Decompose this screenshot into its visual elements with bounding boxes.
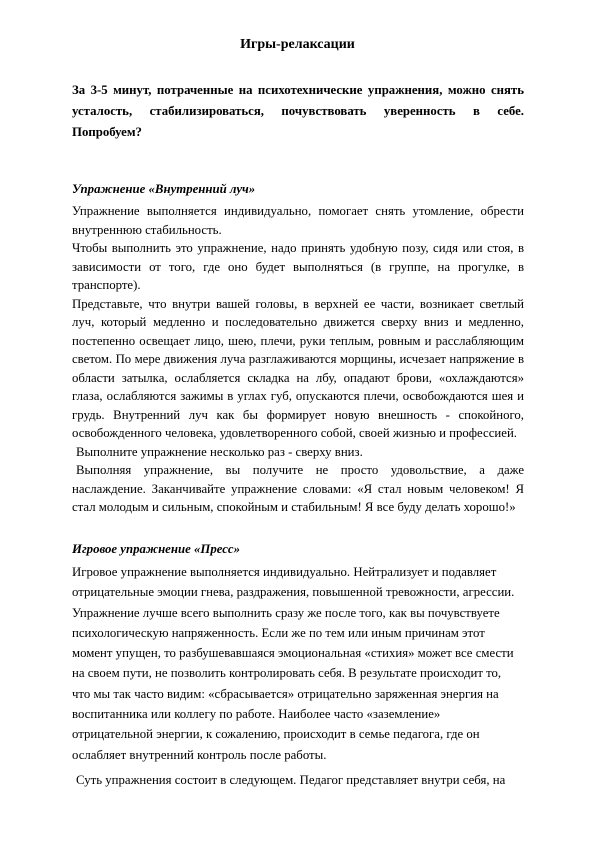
paragraph: Чтобы выполнить это упражнение, надо принять удобную позу, сидя или стоя, в зависимости от того, где оно будет выполняться (в группе, на прогулке, в транспорте). — [72, 241, 524, 292]
document-title: Игры-релаксации — [240, 37, 355, 52]
exercise-inner-ray-text — [72, 202, 524, 517]
continuation-paragraph: Суть упражнения состоит в следующем. Педагог представляет внутри себя, на — [76, 773, 506, 787]
text-line: отрицательной энергии, к сожалению, происходит в семье педагога, где он — [72, 727, 480, 742]
intro-paragraph: За 3-5 минут, потраченные на психотехнические упражнения, можно снять усталость, стабилизироваться, почувствовать уверенность в себе. Попробуем? — [72, 83, 524, 139]
paragraph: Упражнение выполняется индивидуально, помогает снять утомление, обрести внутреннюю стабильность. — [72, 204, 524, 237]
exercise-press-text — [72, 562, 542, 765]
text-line: психологическую напряженность. Если же по тем или иным причинам этот — [72, 625, 485, 640]
text-line: ослабляет внутренний контроль после работы. — [72, 747, 327, 762]
text-line: на своем пути, не позволить контролировать себя. В результате происходит то, — [72, 666, 502, 681]
paragraph: Выполняя упражнение, вы получите не просто удовольствие, а даже наслаждение. Заканчивайте упражнение словами: «Я стал новым человеком! Я стал молодым и сильным, спокойным и стабильным! Я все буду делать хорошо!» — [72, 463, 524, 514]
paragraph: Выполните упражнение несколько раз - сверху вниз. — [76, 444, 363, 459]
exercise-heading-press: Игровое упражнение «Пресс» — [72, 542, 240, 556]
paragraph: Представьте, что внутри вашей головы, в верхней ее части, возникает светлый луч, который медленно и последовательно движется сверху вниз и медленно, постепенно освещает лицо, шею, плечи, руки теплым, ровным и расслабляющим светом. По мере движения луча разглаживаются морщины, исчезает напряжение в области затылка, ослабляется складка на лбу, опадают брови, «охлаждаются» глаза, ослабляются зажимы в углах губ, опускаются плечи, освобождаются шея и грудь. Внутренний луч как бы формирует новую внешность - спокойного, освобожденного человека, удовлетворенного собой, своей жизнью и профессией. — [72, 296, 524, 440]
text-line: отрицательные эмоции гнева, раздражения, повышенной тревожности, агрессии. — [72, 585, 515, 600]
text-line: момент упущен, то разбушевавшаяся эмоциональная «стихия» может все смести — [72, 646, 514, 661]
text-line: Упражнение лучше всего выполнить сразу же после того, как вы почувствуете — [72, 605, 500, 620]
exercise-heading-inner-ray: Упражнение «Внутренний луч» — [72, 182, 256, 196]
text-line: что мы так часто видим: «сбрасывается» отрицательно заряженная энергия на — [72, 686, 499, 701]
text-line: воспитанника или коллегу по работе. Наиболее часто «заземление» — [72, 707, 441, 722]
text-line: Игровое упражнение выполняется индивидуально. Нейтрализует и подавляет — [72, 565, 497, 579]
